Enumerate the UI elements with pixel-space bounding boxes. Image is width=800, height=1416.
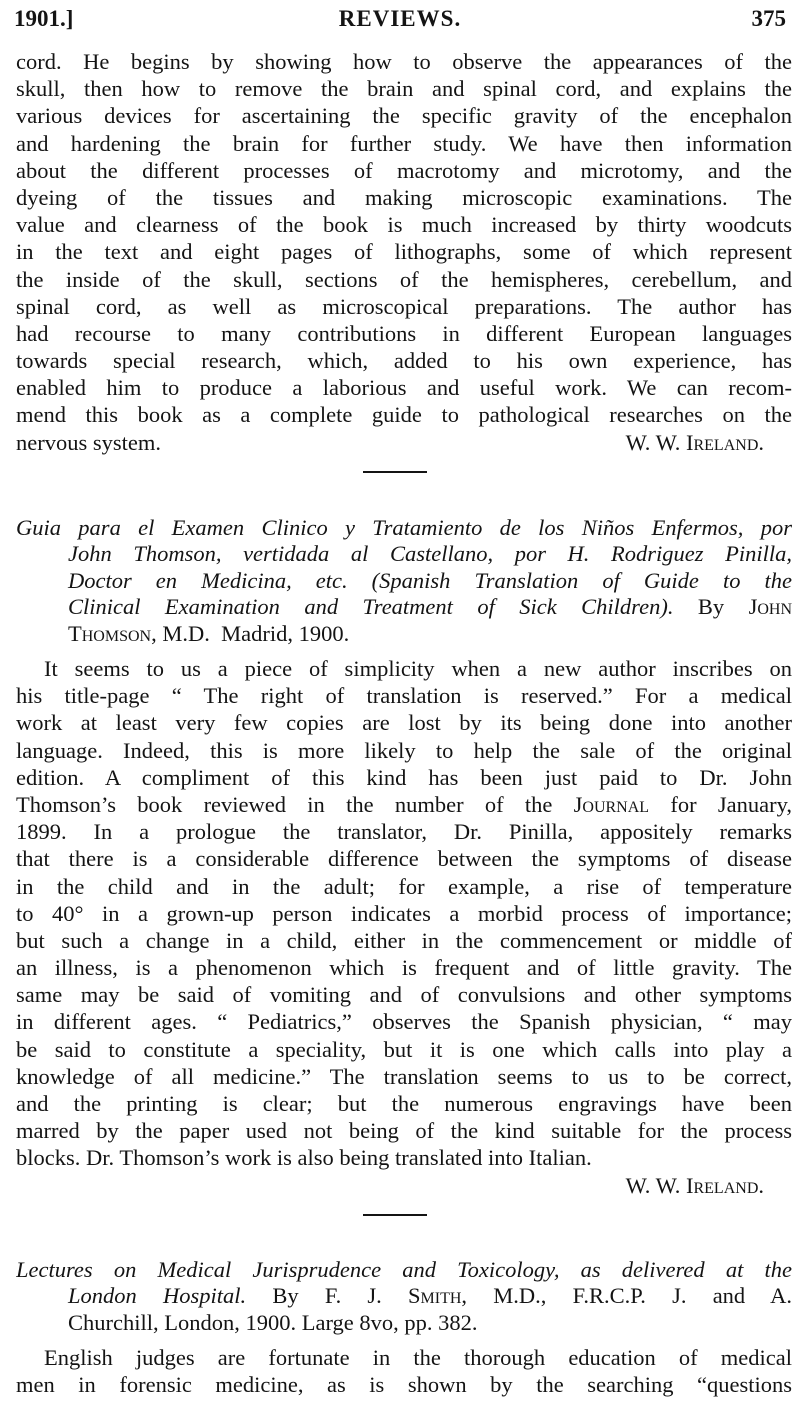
body-line: in different ages. “ Pediatrics,” observes the Spanish physician, “ may <box>16 1009 792 1035</box>
title-line: Doctor en Medicina, etc. (Spanish Translation of Guide to the <box>68 567 792 593</box>
review-2-body <box>16 655 792 1199</box>
body-line-with-signature <box>16 429 792 456</box>
body-line: marred by the paper used not being of the kind suitable for the process <box>16 1118 792 1144</box>
title-line <box>16 594 792 620</box>
title-italic: Clinical Examination and Treatment of Sick Children). <box>68 594 674 620</box>
body-line: value and clearness of the book is much increased by thirty woodcuts <box>16 212 792 238</box>
title-author: F. J. Smith, M.D., F.R.C.P. <box>324 1283 646 1309</box>
body-line: to 40° in a grown-up person indicates a morbid process of importance; <box>16 900 792 926</box>
title-line: Guia para el Examen Clinico y Tratamiento de los Niños Enfermos, por <box>16 515 792 540</box>
review-2-title <box>16 515 792 647</box>
title-author: John <box>748 594 792 620</box>
review-3-body <box>16 1344 792 1398</box>
body-line: enabled him to produce a laborious and useful work. We can recom- <box>16 375 792 401</box>
body-line: It seems to us a piece of simplicity when a new author inscribes on <box>44 656 792 681</box>
body-text: for January, <box>670 791 792 817</box>
body-line: dyeing of the tissues and making microscopic examinations. The <box>16 184 792 210</box>
body-line: but such a change in a child, either in the commencement or middle of <box>16 927 792 953</box>
title-italic: London Hospital. <box>68 1283 247 1309</box>
body-line: blocks. Dr. Thomson’s work is also being translated into Italian. <box>16 1145 592 1171</box>
header-section: REVIEWS. <box>338 6 462 31</box>
reviewer-signature: W. W. Ireland. <box>625 429 764 455</box>
review-1-body <box>16 48 792 456</box>
body-line: edition. A compliment of this kind has been just paid to Dr. John <box>16 764 792 790</box>
body-line: mend this book as a complete guide to pathological researches on the <box>16 402 792 428</box>
page-number: 375 <box>751 6 786 31</box>
section-divider <box>363 471 427 473</box>
body-line: various devices for ascertaining the specific gravity of the encephalon <box>16 103 792 129</box>
title-by: By <box>697 594 725 620</box>
body-line: towards special research, which, added to his own experience, has <box>16 348 792 374</box>
body-line: that there is a considerable difference between the symptoms of disease <box>16 846 792 872</box>
reviewer-signature: W. W. Ireland. <box>625 1172 764 1198</box>
body-line: knowledge of all medicine.” The translation seems to us to be correct, <box>16 1063 792 1089</box>
title-publisher: J. and A. <box>672 1283 792 1309</box>
body-line: cord. He begins by showing how to observe the appearances of the <box>16 49 792 74</box>
body-line: and hardening the brain for further study. We have then information <box>16 130 792 156</box>
body-line: an illness, is a phenomenon which is frequent and of little gravity. The <box>16 955 792 981</box>
running-header <box>14 2 786 36</box>
body-line: had recourse to many contributions in different European languages <box>16 320 792 346</box>
title-line <box>16 1283 792 1309</box>
title-imprint: Madrid, 1900. <box>221 620 350 646</box>
body-line: men in forensic medicine, as is shown by the searching “questions <box>16 1372 792 1398</box>
body-line: in the text and eight pages of lithographs, some of which represent <box>16 239 792 265</box>
body-line <box>16 791 792 818</box>
section-divider <box>363 1214 427 1216</box>
body-line: his title-page “ The right of translation is reserved.” For a medical <box>16 683 792 709</box>
body-line: the inside of the skull, sections of the hemispheres, cerebellum, and <box>16 266 792 292</box>
title-imprint: Churchill, London, 1900. Large 8vo, pp. 382. <box>68 1309 478 1335</box>
body-line: be said to constitute a speciality, but it is one which calls into play a <box>16 1036 792 1062</box>
title-line <box>16 621 792 647</box>
journal-name: Journal <box>573 791 650 817</box>
body-line: in the child and in the adult; for example, a rise of temperature <box>16 873 792 899</box>
body-line: English judges are fortunate in the thorough education of medical <box>44 1345 792 1370</box>
body-line: 1899. In a prologue the translator, Dr. Pinilla, appositely remarks <box>16 819 792 845</box>
header-year: 1901.] <box>14 6 74 31</box>
body-line: and the printing is clear; but the numerous engravings have been <box>16 1091 792 1116</box>
title-by: By <box>272 1283 299 1309</box>
title-line <box>16 1310 792 1336</box>
title-line: Lectures on Medical Jurisprudence and Toxicology, as delivered at the <box>16 1257 792 1282</box>
body-line-end: nervous system. <box>16 429 161 455</box>
body-line: spinal cord, as well as microscopical preparations. The author has <box>16 293 792 319</box>
body-line: language. Indeed, this is more likely to help the sale of the original <box>16 737 792 763</box>
title-line: John Thomson, vertidada al Castellano, por H. Rodriguez Pinilla, <box>68 541 792 567</box>
signature-line <box>16 1172 792 1199</box>
body-text: Thomson’s book reviewed in the number of the <box>16 791 553 817</box>
review-3-title <box>16 1257 792 1336</box>
body-line: work at least very few copies are lost by its being done into another <box>16 710 792 736</box>
title-author-cont: Thomson, M.D. <box>68 620 210 646</box>
body-line: about the different processes of macrotomy and microtomy, and the <box>16 157 792 183</box>
body-line: skull, then how to remove the brain and spinal cord, and explains the <box>16 76 792 102</box>
body-line: same may be said of vomiting and of convulsions and other symptoms <box>16 982 792 1008</box>
